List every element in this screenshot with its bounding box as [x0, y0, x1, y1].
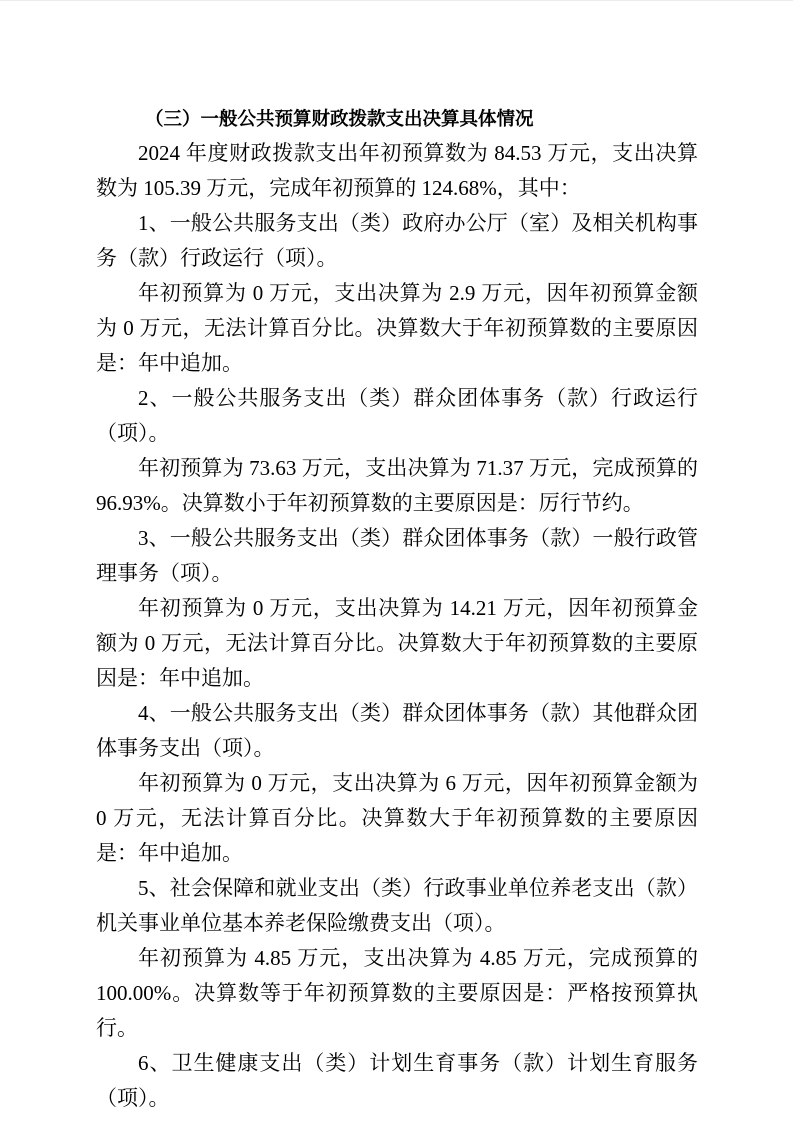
paragraph-item-3-title: 3、一般公共服务支出（类）群众团体事务（款）一般行政管理事务（项）。	[96, 526, 698, 585]
paragraph-item-3-detail: 年初预算为 0 万元，支出决算为 14.21 万元，因年初预算金额为 0 万元，无法计算百分比。决算数大于年初预算数的主要原因是：年中追加。	[96, 596, 698, 690]
section-heading: （三）一般公共预算财政拨款支出决算具体情况	[145, 108, 534, 129]
paragraph-item-1-title: 1、一般公共服务支出（类）政府办公厅（室）及相关机构事务（款）行政运行（项）。	[96, 211, 698, 270]
paragraph-item-4-title: 4、一般公共服务支出（类）群众团体事务（款）其他群众团体事务支出（项）。	[96, 701, 698, 760]
paragraph-item-4-detail: 年初预算为 0 万元，支出决算为 6 万元，因年初预算金额为 0 万元，无法计算百分比。决算数大于年初预算数的主要原因是：年中追加。	[96, 771, 698, 865]
paragraph-item-5-title: 5、社会保障和就业支出（类）行政事业单位养老支出（款）机关事业单位基本养老保险缴费支出（项）。	[96, 876, 698, 935]
document-content	[96, 101, 698, 1116]
paragraph-item-6-title: 6、卫生健康支出（类）计划生育事务（款）计划生育服务（项）。	[96, 1051, 698, 1110]
paragraph-item-5-detail: 年初预算为 4.85 万元，支出决算为 4.85 万元，完成预算的 100.00%。决算数等于年初预算数的主要原因是：严格按预算执行。	[96, 946, 698, 1040]
paragraph-summary: 2024 年度财政拨款支出年初预算数为 84.53 万元，支出决算数为 105.39 万元，完成年初预算的 124.68%，其中：	[96, 141, 698, 200]
paragraph-item-1-detail: 年初预算为 0 万元，支出决算为 2.9 万元，因年初预算金额为 0 万元，无法计算百分比。决算数大于年初预算数的主要原因是：年中追加。	[96, 281, 698, 375]
paragraph-item-2-title: 2、一般公共服务支出（类）群众团体事务（款）行政运行（项）。	[96, 386, 698, 445]
paragraph-item-2-detail: 年初预算为 73.63 万元，支出决算为 71.37 万元，完成预算的 96.93%。决算数小于年初预算数的主要原因是：厉行节约。	[96, 456, 698, 515]
